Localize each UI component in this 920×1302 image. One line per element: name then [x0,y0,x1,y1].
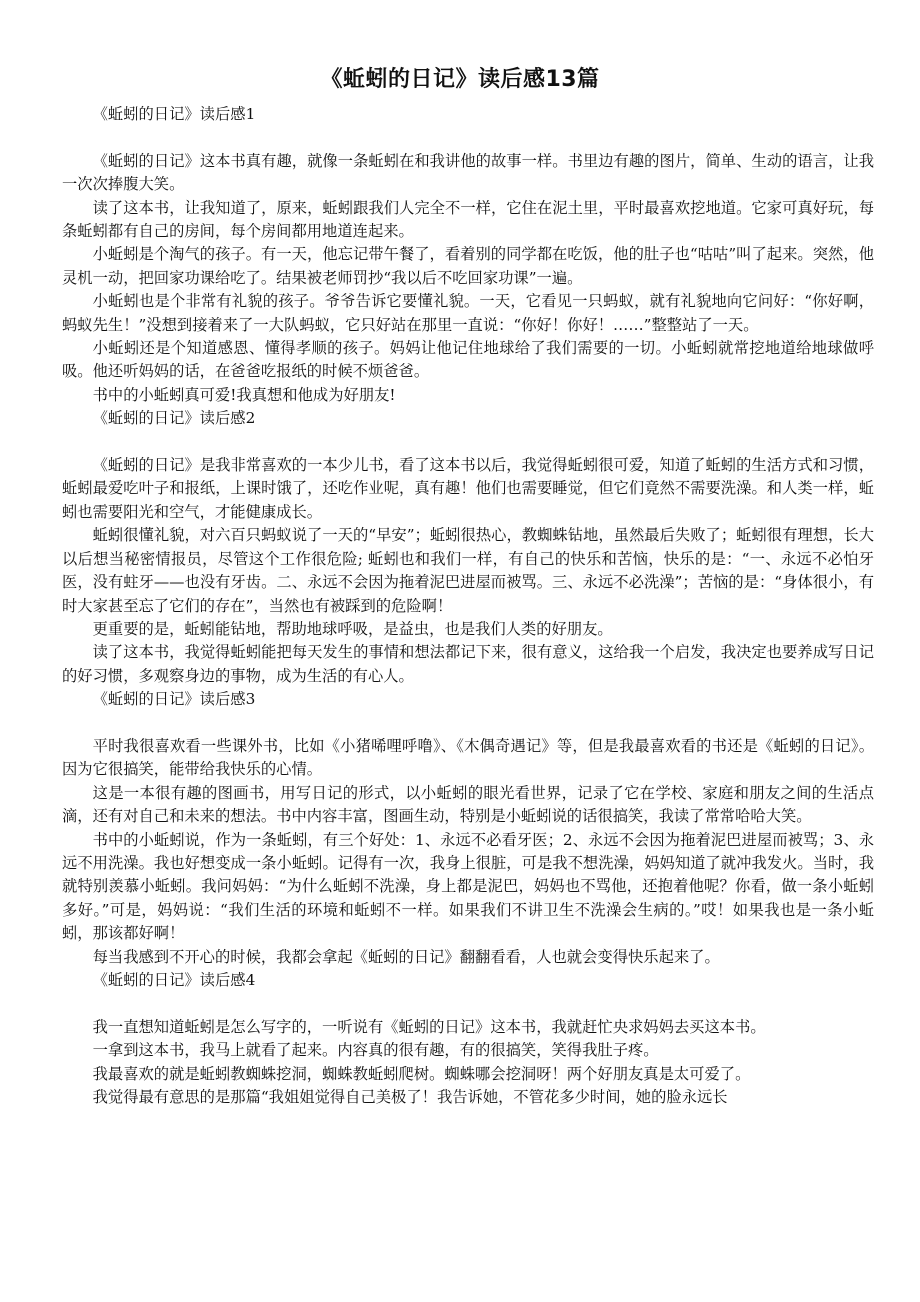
document-body [62,103,874,1109]
section-heading: 《蚯蚓的日记》读后感3 [92,690,256,709]
paragraph: 《蚯蚓的日记》是我非常喜欢的一本少儿书，看了这本书以后，我觉得蚯蚓很可爱，知道了蚯蚓的生活方式和习惯，蚯蚓最爱吃叶子和报纸，上课时饿了，还吃作业呢，真有趣！他们也需要睡觉，但它们竟然不需要洗澡。和人类一样，蚯蚓也需要阳光和空气，才能健康成长。 [62,456,874,521]
paragraph: 《蚯蚓的日记》这本书真有趣，就像一条蚯蚓在和我讲他的故事一样。书里边有趣的图片，简单、生动的语言，让我一次次捧腹大笑。 [62,151,874,194]
section-heading: 《蚯蚓的日记》读后感4 [92,970,256,989]
paragraph: 蚯蚓很懂礼貌，对六百只蚂蚁说了一天的“早安”；蚯蚓很热心，教蜘蛛钻地，虽然最后失败了；蚯蚓很有理想，长大以后想当秘密情报员，尽管这个工作很危险; 蚯蚓也和我们一样，有自己的快乐和苦恼，快乐的是：“一、永远不必怕牙医，没有蛀牙——也没有牙齿。二、永远不会因为拖着泥巴进屋而被骂。三、永远不必洗澡”；苦恼的是：“身体很小，有时大家甚至忘了它们的存在”，当然也有被踩到的危险啊！ [62,526,874,615]
paragraph: 书中的小蚯蚓真可爱!我真想和他成为好朋友! [92,385,396,404]
blank-line [62,712,874,735]
paragraph: 小蚯蚓还是个知道感恩、懂得孝顺的孩子。妈妈让他记住地球给了我们需要的一切。小蚯蚓就常挖地道给地球做呼吸。他还听妈妈的话，在爸爸吃报纸的时候不烦爸爸。 [62,339,874,381]
paragraph: 一拿到这本书，我马上就看了起来。内容真的很有趣，有的很搞笑，笑得我肚子疼。 [92,1041,659,1060]
paragraph: 每当我感到不开心的时候，我都会拿起《蚯蚓的日记》翻翻看看，人也就会变得快乐起来了。 [92,947,720,966]
blank-line [62,126,874,149]
paragraph: 读了这本书，让我知道了，原来，蚯蚓跟我们人完全不一样，它住在泥土里，平时最喜欢挖地道。它家可真好玩，每条蚯蚓都有自己的房间，每个房间都用地道连起来。 [62,198,874,241]
document-title: 《蚯蚓的日记》读后感13篇 [320,67,600,92]
section-heading: 《蚯蚓的日记》读后感1 [92,105,256,123]
section-heading: 《蚯蚓的日记》读后感2 [92,409,256,428]
blank-line [62,992,874,1015]
blank-line [62,431,874,454]
paragraph: 读了这本书，我觉得蚯蚓能把每天发生的事情和想法都记下来，很有意义，这给我一个启发，我决定也要养成写日记的好习惯，多观察身边的事物，成为生活的有心人。 [62,643,874,685]
paragraph: 平时我很喜欢看一些课外书，比如《小猪唏哩呼噜》、《木偶奇遇记》等，但是我最喜欢看的书还是《蚯蚓的日记》。因为它很搞笑，能带给我快乐的心情。 [62,736,874,779]
paragraph: 更重要的是，蚯蚓能钻地，帮助地球呼吸，是益虫，也是我们人类的好朋友。 [92,619,613,638]
paragraph: 小蚯蚓是个淘气的孩子。有一天，他忘记带午餐了，看着别的同学都在吃饭，他的肚子也“咕咕”叫了起来。突然，他灵机一动，把回家功课给吃了。结果被老师罚抄“我以后不吃回家功课”一遍。 [62,245,874,287]
paragraph: 书中的小蚯蚓说，作为一条蚯蚓，有三个好处：1、永远不必看牙医；2、永远不会因为拖着泥巴进屋而被骂；3、永远不用洗澡。我也好想变成一条小蚯蚓。记得有一次，我身上很脏，可是我不想洗澡，妈妈知道了就冲我发火。当时，我就特别羡慕小蚯蚓。我问妈妈：“为什么蚯蚓不洗澡，身上都是泥巴，妈妈也不骂他，还抱着他呢？你看，做一条小蚯蚓多好。”可是，妈妈说：“我们生活的环境和蚯蚓不一样。如果我们不讲卫生不洗澡会生病的。”哎！如果我也是一条小蚯蚓，那该都好啊！ [62,830,874,943]
paragraph: 我觉得最有意思的是那篇“我姐姐觉得自己美极了！我告诉她，不管花多少时间，她的脸永远长 [92,1088,728,1106]
paragraph: 我一直想知道蚯蚓是怎么写字的，一听说有《蚯蚓的日记》这本书，我就赶忙央求妈妈去买这本书。 [92,1017,766,1036]
paragraph: 我最喜欢的就是蚯蚓教蜘蛛挖洞，蜘蛛教蚯蚓爬树。蜘蛛哪会挖洞呀！两个好朋友真是太可爱了。 [92,1064,751,1083]
paragraph: 小蚯蚓也是个非常有礼貌的孩子。爷爷告诉它要懂礼貌。一天，它看见一只蚂蚁，就有礼貌地向它问好：“你好啊，蚂蚁先生！”没想到接着来了一大队蚂蚁，它只好站在那里一直说：“你好！你好！……”整整站了一天。 [62,292,874,334]
paragraph: 这是一本很有趣的图画书，用写日记的形式，以小蚯蚓的眼光看世界，记录了它在学校、家庭和朋友之间的生活点滴，还有对自己和未来的想法。书中内容丰富，图画生动，特别是小蚯蚓说的话很搞笑，我读了常常哈哈大笑。 [62,783,874,826]
